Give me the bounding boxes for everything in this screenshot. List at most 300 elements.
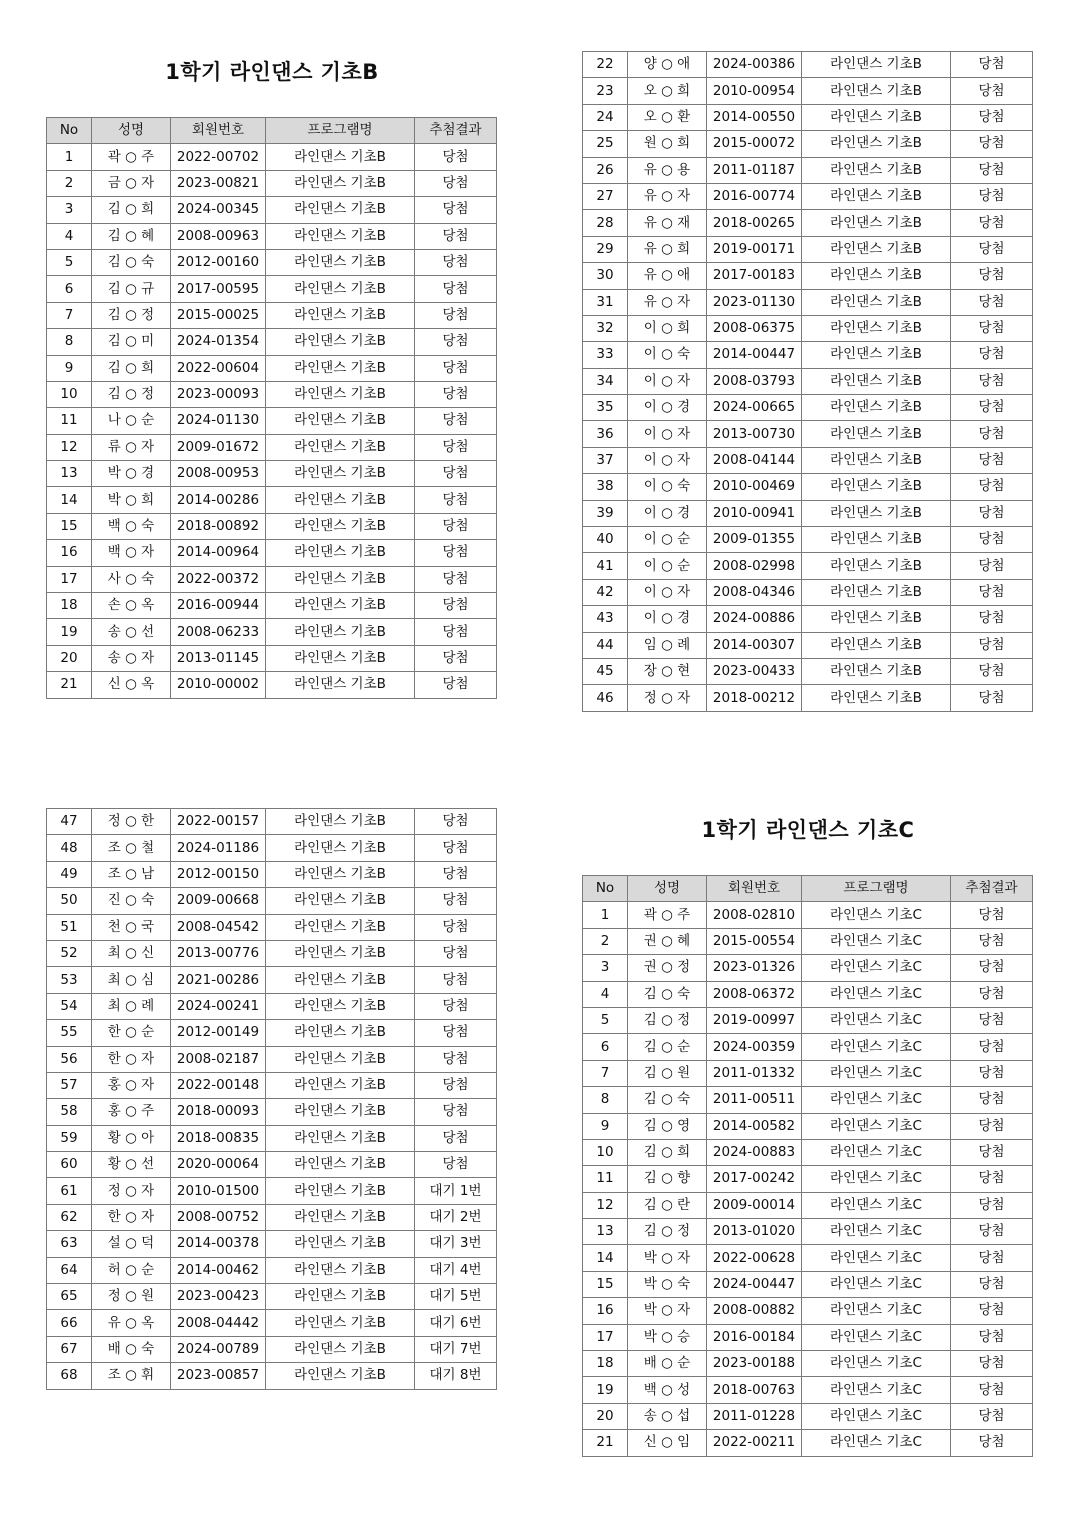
cell-member-no: 2022-00148 — [171, 1072, 266, 1098]
cell-program: 라인댄스 기초B — [266, 861, 415, 887]
cell-name: 최 ○ 심 — [92, 967, 171, 993]
cell-result: 당첨 — [415, 170, 497, 196]
table-row — [583, 1245, 1033, 1271]
cell-no: 44 — [583, 632, 628, 658]
cell-member-no: 2016-00184 — [707, 1324, 802, 1350]
cell-member-no: 2024-00665 — [707, 395, 802, 421]
cell-no: 37 — [583, 447, 628, 473]
cell-result: 당첨 — [415, 223, 497, 249]
cell-result: 당첨 — [951, 685, 1033, 711]
table-row — [47, 1178, 497, 1204]
cell-program: 라인댄스 기초B — [266, 1284, 415, 1310]
cell-name: 박 ○ 숙 — [628, 1271, 707, 1297]
cell-program: 라인댄스 기초C — [802, 1298, 951, 1324]
cell-no: 43 — [583, 606, 628, 632]
table-row — [47, 434, 497, 460]
cell-program: 라인댄스 기초B — [266, 593, 415, 619]
cell-no: 30 — [583, 263, 628, 289]
cell-member-no: 2010-00954 — [707, 78, 802, 104]
cell-program: 라인댄스 기초C — [802, 902, 951, 928]
cell-result: 당첨 — [415, 276, 497, 302]
roster-table-b-part3 — [46, 808, 497, 1390]
cell-program: 라인댄스 기초B — [266, 487, 415, 513]
cell-member-no: 2014-00582 — [707, 1113, 802, 1139]
cell-name: 한 ○ 순 — [92, 1020, 171, 1046]
table-row — [47, 619, 497, 645]
cell-program: 라인댄스 기초C — [802, 1113, 951, 1139]
cell-name: 손 ○ 옥 — [92, 593, 171, 619]
cell-no: 14 — [583, 1245, 628, 1271]
cell-program: 라인댄스 기초B — [266, 1363, 415, 1389]
cell-program: 라인댄스 기초B — [266, 302, 415, 328]
cell-name: 김 ○ 향 — [628, 1166, 707, 1192]
cell-result: 당첨 — [415, 487, 497, 513]
cell-program: 라인댄스 기초B — [266, 993, 415, 1019]
cell-member-no: 2022-00157 — [171, 809, 266, 835]
cell-name: 오 ○ 환 — [628, 104, 707, 130]
cell-name: 이 ○ 숙 — [628, 342, 707, 368]
cell-member-no: 2008-00953 — [171, 461, 266, 487]
cell-member-no: 2014-00462 — [171, 1257, 266, 1283]
cell-result: 당첨 — [951, 1219, 1033, 1245]
cell-member-no: 2015-00072 — [707, 131, 802, 157]
header-name: 성명 — [92, 118, 171, 144]
table-row — [47, 1152, 497, 1178]
cell-result: 대기 8번 — [415, 1363, 497, 1389]
cell-member-no: 2013-01020 — [707, 1219, 802, 1245]
cell-program: 라인댄스 기초B — [266, 434, 415, 460]
cell-program: 라인댄스 기초B — [266, 1152, 415, 1178]
table-row — [583, 474, 1033, 500]
cell-name: 박 ○ 자 — [628, 1245, 707, 1271]
cell-member-no: 2015-00554 — [707, 928, 802, 954]
cell-program: 라인댄스 기초B — [266, 940, 415, 966]
cell-result: 당첨 — [951, 1298, 1033, 1324]
cell-name: 유 ○ 희 — [628, 236, 707, 262]
cell-no: 27 — [583, 183, 628, 209]
cell-program: 라인댄스 기초C — [802, 1351, 951, 1377]
cell-result: 당첨 — [415, 540, 497, 566]
cell-program: 라인댄스 기초B — [266, 1020, 415, 1046]
cell-name: 홍 ○ 주 — [92, 1099, 171, 1125]
cell-no: 6 — [47, 276, 92, 302]
table-row — [47, 1257, 497, 1283]
cell-member-no: 2010-00941 — [707, 500, 802, 526]
cell-member-no: 2019-00997 — [707, 1007, 802, 1033]
cell-no: 38 — [583, 474, 628, 500]
cell-name: 이 ○ 경 — [628, 606, 707, 632]
cell-result: 당첨 — [415, 197, 497, 223]
cell-name: 곽 ○ 주 — [92, 144, 171, 170]
cell-member-no: 2017-00183 — [707, 263, 802, 289]
cell-no: 45 — [583, 658, 628, 684]
cell-result: 당첨 — [415, 144, 497, 170]
cell-member-no: 2022-00628 — [707, 1245, 802, 1271]
cell-result: 당첨 — [951, 1430, 1033, 1456]
cell-result: 당첨 — [951, 131, 1033, 157]
cell-name: 유 ○ 옥 — [92, 1310, 171, 1336]
cell-result: 당첨 — [951, 579, 1033, 605]
cell-name: 백 ○ 숙 — [92, 513, 171, 539]
cell-program: 라인댄스 기초C — [802, 981, 951, 1007]
cell-result: 대기 2번 — [415, 1204, 497, 1230]
cell-no: 41 — [583, 553, 628, 579]
cell-name: 황 ○ 선 — [92, 1152, 171, 1178]
table-row — [47, 1020, 497, 1046]
table-row — [583, 395, 1033, 421]
cell-program: 라인댄스 기초B — [802, 78, 951, 104]
cell-no: 54 — [47, 993, 92, 1019]
cell-result: 당첨 — [951, 955, 1033, 981]
cell-no: 49 — [47, 861, 92, 887]
cell-result: 대기 4번 — [415, 1257, 497, 1283]
table-row — [583, 315, 1033, 341]
cell-program: 라인댄스 기초C — [802, 1007, 951, 1033]
table-row — [47, 540, 497, 566]
cell-program: 라인댄스 기초C — [802, 1166, 951, 1192]
cell-name: 김 ○ 숙 — [628, 981, 707, 1007]
table-row — [583, 52, 1033, 78]
table-row — [583, 263, 1033, 289]
cell-program: 라인댄스 기초B — [266, 967, 415, 993]
cell-program: 라인댄스 기초B — [802, 421, 951, 447]
table-row — [47, 381, 497, 407]
cell-program: 라인댄스 기초C — [802, 1377, 951, 1403]
cell-program: 라인댄스 기초C — [802, 1087, 951, 1113]
table-row — [583, 1430, 1033, 1456]
cell-member-no: 2016-00944 — [171, 593, 266, 619]
cell-member-no: 2011-01187 — [707, 157, 802, 183]
cell-member-no: 2008-02187 — [171, 1046, 266, 1072]
cell-result: 당첨 — [951, 500, 1033, 526]
cell-result: 당첨 — [415, 1046, 497, 1072]
cell-name: 박 ○ 희 — [92, 487, 171, 513]
cell-name: 정 ○ 자 — [628, 685, 707, 711]
cell-result: 당첨 — [415, 513, 497, 539]
cell-result: 당첨 — [415, 1099, 497, 1125]
cell-no: 3 — [583, 955, 628, 981]
cell-member-no: 2024-00386 — [707, 52, 802, 78]
table-row — [583, 447, 1033, 473]
cell-name: 이 ○ 자 — [628, 368, 707, 394]
table-row — [583, 342, 1033, 368]
cell-name: 곽 ○ 주 — [628, 902, 707, 928]
cell-result: 대기 3번 — [415, 1231, 497, 1257]
cell-name: 김 ○ 숙 — [628, 1087, 707, 1113]
cell-program: 라인댄스 기초B — [802, 210, 951, 236]
cell-name: 설 ○ 덕 — [92, 1231, 171, 1257]
table-row — [583, 236, 1033, 262]
cell-name: 한 ○ 자 — [92, 1204, 171, 1230]
cell-name: 정 ○ 한 — [92, 809, 171, 835]
cell-result: 당첨 — [951, 1139, 1033, 1165]
cell-name: 백 ○ 성 — [628, 1377, 707, 1403]
table-row — [583, 1271, 1033, 1297]
cell-program: 라인댄스 기초B — [266, 355, 415, 381]
cell-member-no: 2018-00212 — [707, 685, 802, 711]
cell-member-no: 2018-00892 — [171, 513, 266, 539]
cell-member-no: 2010-00002 — [171, 672, 266, 698]
cell-name: 김 ○ 순 — [628, 1034, 707, 1060]
cell-name: 유 ○ 재 — [628, 210, 707, 236]
cell-member-no: 2008-04144 — [707, 447, 802, 473]
cell-no: 10 — [583, 1139, 628, 1165]
cell-no: 50 — [47, 888, 92, 914]
cell-member-no: 2015-00025 — [171, 302, 266, 328]
header-no: No — [583, 876, 628, 902]
cell-program: 라인댄스 기초B — [802, 685, 951, 711]
cell-no: 8 — [583, 1087, 628, 1113]
cell-program: 라인댄스 기초B — [266, 249, 415, 275]
table-row — [47, 566, 497, 592]
cell-member-no: 2024-00789 — [171, 1336, 266, 1362]
cell-result: 당첨 — [415, 1020, 497, 1046]
table-row — [583, 500, 1033, 526]
cell-name: 이 ○ 숙 — [628, 474, 707, 500]
table-row — [583, 981, 1033, 1007]
cell-program: 라인댄스 기초B — [266, 1310, 415, 1336]
cell-no: 34 — [583, 368, 628, 394]
cell-member-no: 2023-00821 — [171, 170, 266, 196]
cell-name: 금 ○ 자 — [92, 170, 171, 196]
cell-result: 대기 6번 — [415, 1310, 497, 1336]
table-row — [583, 1087, 1033, 1113]
cell-no: 36 — [583, 421, 628, 447]
cell-name: 송 ○ 자 — [92, 645, 171, 671]
cell-program: 라인댄스 기초B — [266, 835, 415, 861]
cell-no: 25 — [583, 131, 628, 157]
cell-result: 당첨 — [951, 210, 1033, 236]
table-row — [583, 131, 1033, 157]
cell-member-no: 2014-00550 — [707, 104, 802, 130]
cell-name: 김 ○ 희 — [92, 355, 171, 381]
cell-program: 라인댄스 기초B — [802, 157, 951, 183]
cell-result: 당첨 — [951, 1192, 1033, 1218]
cell-result: 당첨 — [951, 553, 1033, 579]
cell-name: 김 ○ 정 — [628, 1219, 707, 1245]
cell-result: 당첨 — [951, 447, 1033, 473]
table-row — [583, 902, 1033, 928]
table-row — [47, 302, 497, 328]
table-row — [583, 1060, 1033, 1086]
cell-program: 라인댄스 기초B — [802, 579, 951, 605]
cell-result: 당첨 — [951, 474, 1033, 500]
cell-result: 당첨 — [951, 606, 1033, 632]
cell-program: 라인댄스 기초B — [266, 1072, 415, 1098]
cell-member-no: 2018-00763 — [707, 1377, 802, 1403]
cell-member-no: 2017-00595 — [171, 276, 266, 302]
cell-member-no: 2010-00469 — [707, 474, 802, 500]
cell-name: 유 ○ 자 — [628, 289, 707, 315]
cell-member-no: 2009-01672 — [171, 434, 266, 460]
cell-no: 53 — [47, 967, 92, 993]
cell-member-no: 2014-00307 — [707, 632, 802, 658]
cell-no: 4 — [47, 223, 92, 249]
cell-result: 당첨 — [951, 1007, 1033, 1033]
cell-member-no: 2011-01228 — [707, 1403, 802, 1429]
cell-program: 라인댄스 기초B — [802, 368, 951, 394]
cell-program: 라인댄스 기초B — [802, 104, 951, 130]
cell-no: 2 — [47, 170, 92, 196]
cell-result: 당첨 — [951, 52, 1033, 78]
cell-no: 3 — [47, 197, 92, 223]
cell-name: 박 ○ 승 — [628, 1324, 707, 1350]
table-row — [583, 658, 1033, 684]
cell-no: 2 — [583, 928, 628, 954]
cell-result: 당첨 — [951, 1271, 1033, 1297]
cell-member-no: 2008-04346 — [707, 579, 802, 605]
cell-result: 당첨 — [415, 249, 497, 275]
cell-program: 라인댄스 기초B — [802, 606, 951, 632]
table-row — [583, 1324, 1033, 1350]
cell-no: 63 — [47, 1231, 92, 1257]
roster-table-b-part1 — [46, 117, 497, 699]
cell-member-no: 2024-01186 — [171, 835, 266, 861]
cell-member-no: 2022-00604 — [171, 355, 266, 381]
cell-no: 12 — [47, 434, 92, 460]
table-row — [583, 527, 1033, 553]
cell-name: 이 ○ 순 — [628, 527, 707, 553]
cell-result: 당첨 — [951, 157, 1033, 183]
cell-no: 29 — [583, 236, 628, 262]
cell-name: 오 ○ 희 — [628, 78, 707, 104]
cell-result: 당첨 — [415, 835, 497, 861]
cell-member-no: 2008-00752 — [171, 1204, 266, 1230]
cell-name: 원 ○ 희 — [628, 131, 707, 157]
cell-member-no: 2013-01145 — [171, 645, 266, 671]
table-row — [47, 1204, 497, 1230]
cell-program: 라인댄스 기초B — [266, 672, 415, 698]
cell-program: 라인댄스 기초B — [266, 888, 415, 914]
cell-name: 임 ○ 례 — [628, 632, 707, 658]
cell-name: 사 ○ 숙 — [92, 566, 171, 592]
table-row — [583, 1034, 1033, 1060]
table-row — [583, 1298, 1033, 1324]
cell-name: 유 ○ 용 — [628, 157, 707, 183]
cell-name: 김 ○ 미 — [92, 329, 171, 355]
cell-name: 정 ○ 원 — [92, 1284, 171, 1310]
cell-result: 당첨 — [415, 461, 497, 487]
cell-result: 당첨 — [951, 1377, 1033, 1403]
cell-result: 당첨 — [951, 1166, 1033, 1192]
cell-name: 나 ○ 순 — [92, 408, 171, 434]
cell-no: 42 — [583, 579, 628, 605]
cell-no: 1 — [47, 144, 92, 170]
cell-member-no: 2008-03793 — [707, 368, 802, 394]
cell-no: 11 — [47, 408, 92, 434]
cell-member-no: 2023-00423 — [171, 1284, 266, 1310]
cell-member-no: 2024-00886 — [707, 606, 802, 632]
cell-program: 라인댄스 기초B — [266, 1046, 415, 1072]
cell-name: 김 ○ 정 — [92, 302, 171, 328]
section-title-c: 1학기 라인댄스 기초C — [701, 818, 915, 842]
cell-result: 당첨 — [951, 78, 1033, 104]
cell-member-no: 2008-04542 — [171, 914, 266, 940]
cell-result: 당첨 — [951, 1324, 1033, 1350]
cell-member-no: 2024-00883 — [707, 1139, 802, 1165]
cell-result: 당첨 — [415, 355, 497, 381]
cell-program: 라인댄스 기초B — [266, 1204, 415, 1230]
cell-name: 배 ○ 순 — [628, 1351, 707, 1377]
cell-result: 당첨 — [951, 1245, 1033, 1271]
cell-result: 당첨 — [415, 1152, 497, 1178]
cell-member-no: 2018-00093 — [171, 1099, 266, 1125]
cell-member-no: 2024-01130 — [171, 408, 266, 434]
header-member-no: 회원번호 — [171, 118, 266, 144]
cell-name: 김 ○ 규 — [92, 276, 171, 302]
cell-program: 라인댄스 기초B — [802, 658, 951, 684]
cell-no: 23 — [583, 78, 628, 104]
cell-result: 당첨 — [951, 104, 1033, 130]
cell-no: 55 — [47, 1020, 92, 1046]
cell-member-no: 2018-00835 — [171, 1125, 266, 1151]
cell-member-no: 2014-00447 — [707, 342, 802, 368]
cell-member-no: 2024-00359 — [707, 1034, 802, 1060]
cell-result: 당첨 — [951, 1113, 1033, 1139]
cell-no: 65 — [47, 1284, 92, 1310]
table-row — [47, 593, 497, 619]
cell-name: 김 ○ 원 — [628, 1060, 707, 1086]
cell-member-no: 2020-00064 — [171, 1152, 266, 1178]
cell-program: 라인댄스 기초C — [802, 1139, 951, 1165]
header-program: 프로그램명 — [802, 876, 951, 902]
cell-program: 라인댄스 기초B — [266, 197, 415, 223]
cell-program: 라인댄스 기초B — [266, 540, 415, 566]
cell-no: 19 — [47, 619, 92, 645]
table-row — [47, 1125, 497, 1151]
cell-program: 라인댄스 기초B — [266, 513, 415, 539]
cell-program: 라인댄스 기초B — [802, 236, 951, 262]
cell-no: 32 — [583, 315, 628, 341]
cell-member-no: 2009-00668 — [171, 888, 266, 914]
cell-no: 18 — [47, 593, 92, 619]
cell-name: 송 ○ 선 — [92, 619, 171, 645]
cell-no: 67 — [47, 1336, 92, 1362]
cell-no: 20 — [583, 1403, 628, 1429]
cell-name: 조 ○ 휘 — [92, 1363, 171, 1389]
cell-no: 17 — [583, 1324, 628, 1350]
cell-name: 김 ○ 희 — [92, 197, 171, 223]
table-row — [47, 914, 497, 940]
cell-name: 홍 ○ 자 — [92, 1072, 171, 1098]
table-row — [47, 329, 497, 355]
cell-member-no: 2023-01130 — [707, 289, 802, 315]
cell-result: 대기 5번 — [415, 1284, 497, 1310]
cell-no: 7 — [47, 302, 92, 328]
cell-program: 라인댄스 기초B — [802, 52, 951, 78]
cell-result: 당첨 — [951, 1351, 1033, 1377]
cell-no: 14 — [47, 487, 92, 513]
table-row — [583, 104, 1033, 130]
table-row — [583, 183, 1033, 209]
cell-result: 당첨 — [415, 645, 497, 671]
cell-result: 당첨 — [415, 1125, 497, 1151]
cell-no: 52 — [47, 940, 92, 966]
cell-no: 15 — [583, 1271, 628, 1297]
cell-name: 배 ○ 숙 — [92, 1336, 171, 1362]
table-row — [583, 1219, 1033, 1245]
table-row — [583, 955, 1033, 981]
cell-no: 16 — [47, 540, 92, 566]
table-row — [47, 170, 497, 196]
cell-name: 김 ○ 혜 — [92, 223, 171, 249]
cell-program: 라인댄스 기초B — [802, 342, 951, 368]
cell-name: 김 ○ 정 — [628, 1007, 707, 1033]
cell-result: 당첨 — [415, 967, 497, 993]
table-row — [47, 861, 497, 887]
cell-result: 당첨 — [951, 632, 1033, 658]
cell-program: 라인댄스 기초C — [802, 1219, 951, 1245]
